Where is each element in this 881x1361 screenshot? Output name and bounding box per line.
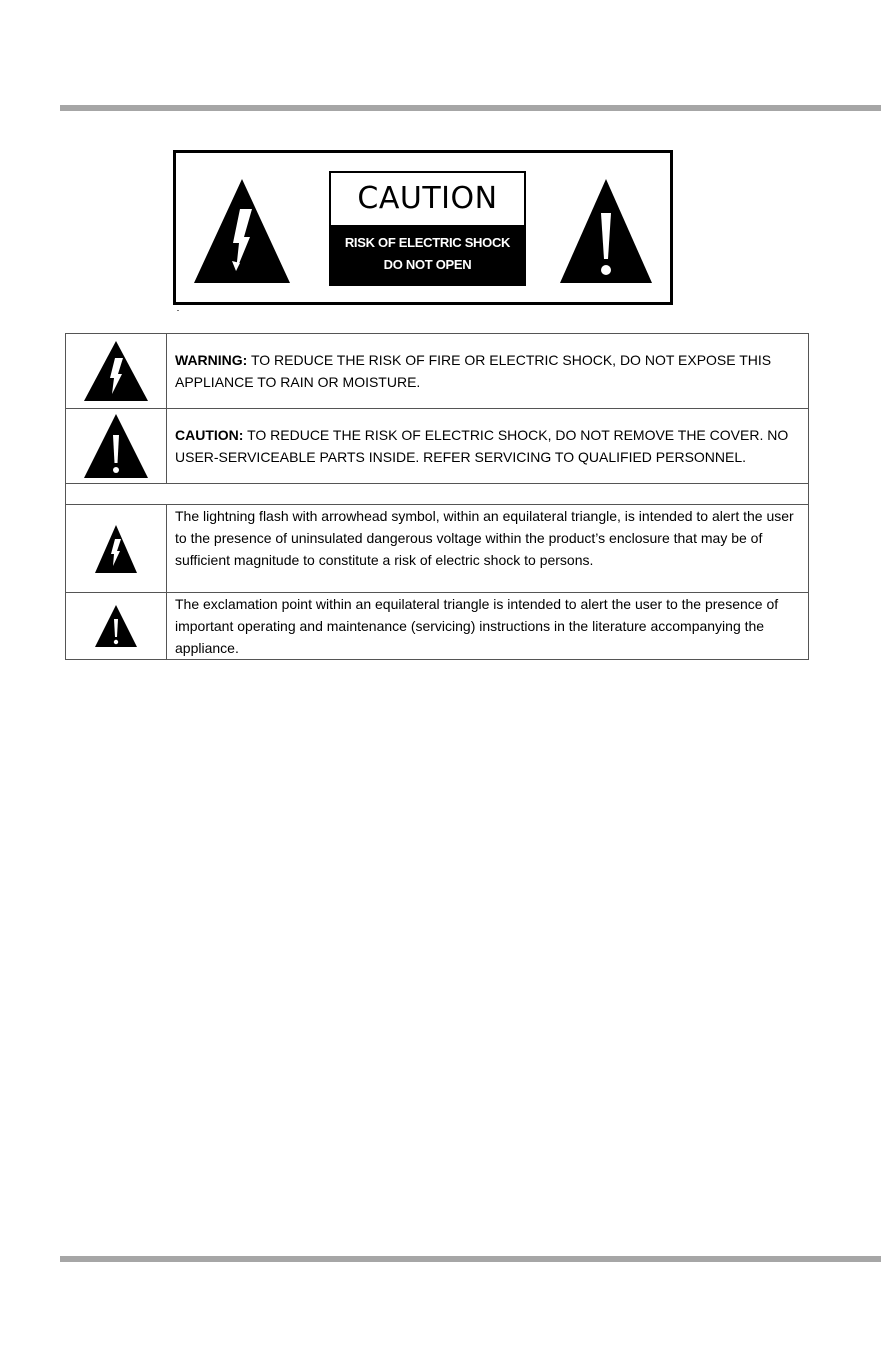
caution-label-text: CAUTION: — [175, 427, 244, 443]
table-row — [66, 334, 809, 409]
icon-cell — [66, 334, 167, 409]
warning-body: TO REDUCE THE RISK OF FIRE OR ELECTRIC SHOCK, DO NOT EXPOSE THIS APPLIANCE TO RAIN OR MOISTURE. — [175, 352, 772, 390]
top-rule — [60, 105, 881, 111]
icon-cell — [66, 505, 167, 593]
caution-label — [173, 150, 673, 305]
spacer-cell — [66, 484, 809, 505]
bottom-rule — [60, 1256, 881, 1262]
exclamation-triangle-icon — [558, 177, 654, 285]
table-row — [66, 409, 809, 484]
exclamation-description: The exclamation point within an equilateral triangle is intended to alert the user to the presence of important operating and maintenance (servicing) instructions in the literature accompanying the appliance. — [167, 593, 809, 660]
tiny-mark — [177, 310, 179, 311]
exclamation-triangle-icon — [94, 604, 138, 648]
lightning-triangle-icon — [83, 340, 149, 402]
warning-label: WARNING: — [175, 352, 248, 368]
lightning-triangle-icon — [94, 524, 138, 574]
warning-text — [167, 334, 809, 409]
caution-plate — [329, 171, 526, 286]
shock-line-2: DO NOT OPEN — [383, 257, 472, 272]
icon-cell — [66, 593, 167, 660]
caution-plate-body — [331, 225, 524, 284]
lightning-triangle-icon — [192, 177, 292, 285]
table-row — [66, 505, 809, 593]
caution-heading: CAUTION — [357, 180, 498, 216]
icon-cell — [66, 409, 167, 484]
table-row — [66, 593, 809, 660]
exclamation-triangle-icon — [83, 413, 149, 479]
lightning-description: The lightning flash with arrowhead symbol, within an equilateral triangle, is intended to alert the user to the presence of uninsulated dangerous voltage within the product’s enclosure that may be of sufficient magnitude to constitute a risk of electric shock to persons. — [167, 505, 809, 593]
caution-text — [167, 409, 809, 484]
caution-body: TO REDUCE THE RISK OF ELECTRIC SHOCK, DO NOT REMOVE THE COVER. NO USER-SERVICEABLE PARTS INSIDE. REFER SERVICING TO QUALIFIED PERSONNEL. — [175, 427, 789, 465]
table-spacer-row — [66, 484, 809, 505]
safety-table — [65, 333, 809, 660]
shock-line-1: RISK OF ELECTRIC SHOCK — [344, 235, 511, 250]
